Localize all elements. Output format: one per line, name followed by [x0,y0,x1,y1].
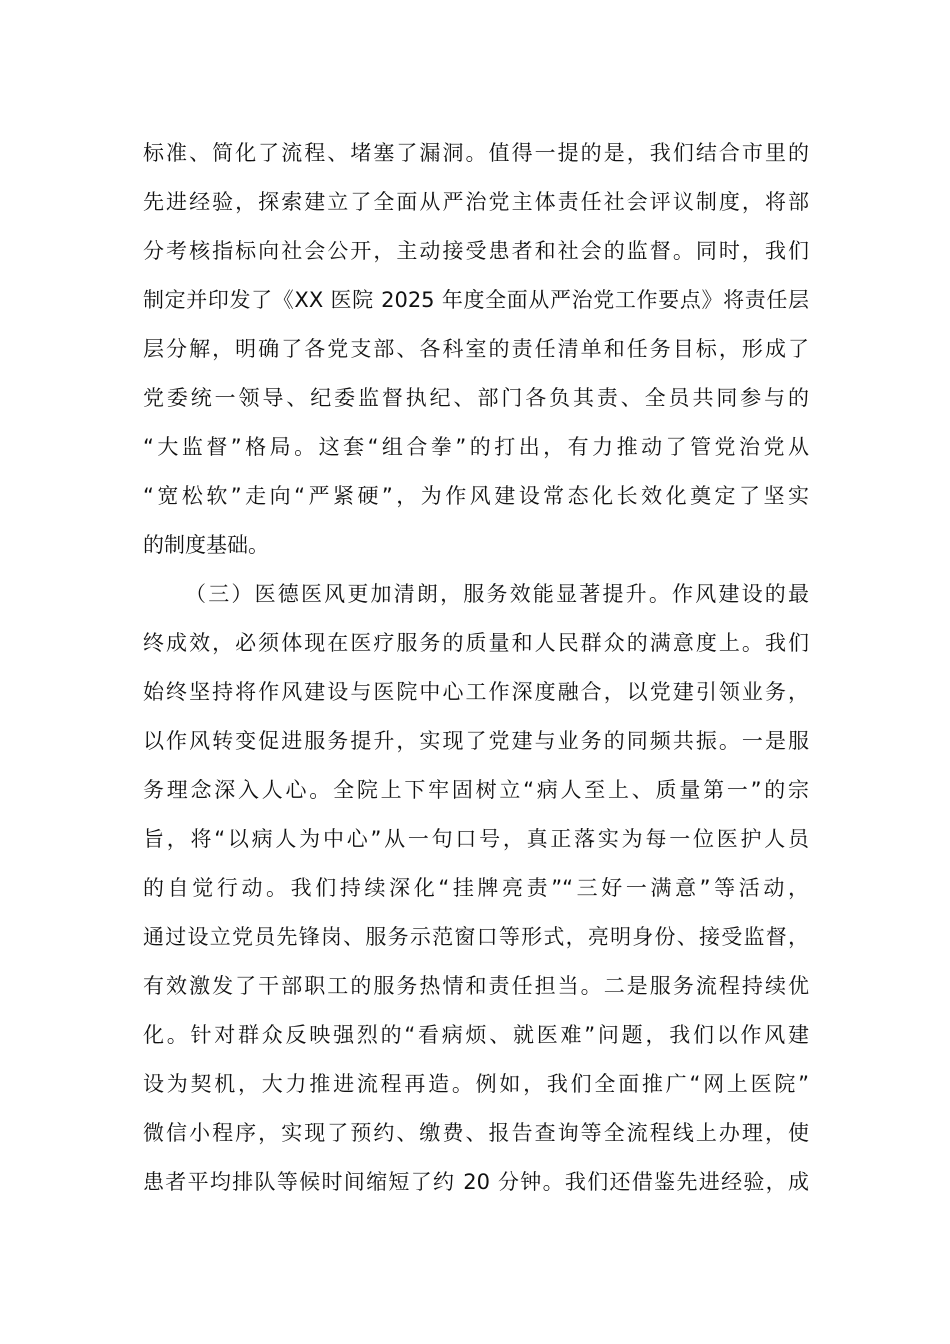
text-line: 化。针对群众反映强烈的“看病烦、就医难”问题，我们以作风建 [143,1023,809,1047]
text-line: 始终坚持将作风建设与医院中心工作深度融合，以党建引领业务， [143,680,809,704]
text-line: 分考核指标向社会公开，主动接受患者和社会的监督。同时，我们 [143,239,809,263]
text-line: 旨，将“以病人为中心”从一句口号，真正落实为每一位医护人员 [143,827,809,851]
text-line: “大监督”格局。这套“组合拳”的打出，有力推动了管党治党从 [143,435,809,459]
text-line: 设为契机，大力推进流程再造。例如，我们全面推广“网上医院” [143,1072,809,1096]
text-line: “宽松软”走向“严紧硬”，为作风建设常态化长效化奠定了坚实 [143,484,809,508]
section-heading-line: （三）医德医风更加清朗，服务效能显著提升。作风建设的最 [185,582,809,606]
text-line: 的制度基础。 [143,533,269,557]
text-line: 制定并印发了《XX 医院 2025 年度全面从严治党工作要点》将责任层 [143,288,809,312]
text-line: 的自觉行动。我们持续深化“挂牌亮责”“三好一满意”等活动， [143,876,809,900]
text-line: 通过设立党员先锋岗、服务示范窗口等形式，亮明身份、接受监督， [143,925,809,949]
text-line: 有效激发了干部职工的服务热情和责任担当。二是服务流程持续优 [143,974,809,998]
text-line: 党委统一领导、纪委监督执纪、部门各负其责、全员共同参与的 [143,386,809,410]
text-line: 终成效，必须体现在医疗服务的质量和人民群众的满意度上。我们 [143,631,809,655]
text-line: 务理念深入人心。全院上下牢固树立“病人至上、质量第一”的宗 [143,778,809,802]
text-line: 患者平均排队等候时间缩短了约 20 分钟。我们还借鉴先进经验，成 [143,1170,809,1194]
text-line: 微信小程序，实现了预约、缴费、报告查询等全流程线上办理，使 [143,1121,809,1145]
text-line: 以作风转变促进服务提升，实现了党建与业务的同频共振。一是服 [143,729,809,753]
text-line: 标准、简化了流程、堵塞了漏洞。值得一提的是，我们结合市里的 [143,141,809,165]
text-line: 层分解，明确了各党支部、各科室的责任清单和任务目标，形成了 [143,337,809,361]
body-text [143,129,809,1207]
text-line: 先进经验，探索建立了全面从严治党主体责任社会评议制度，将部 [143,190,809,214]
